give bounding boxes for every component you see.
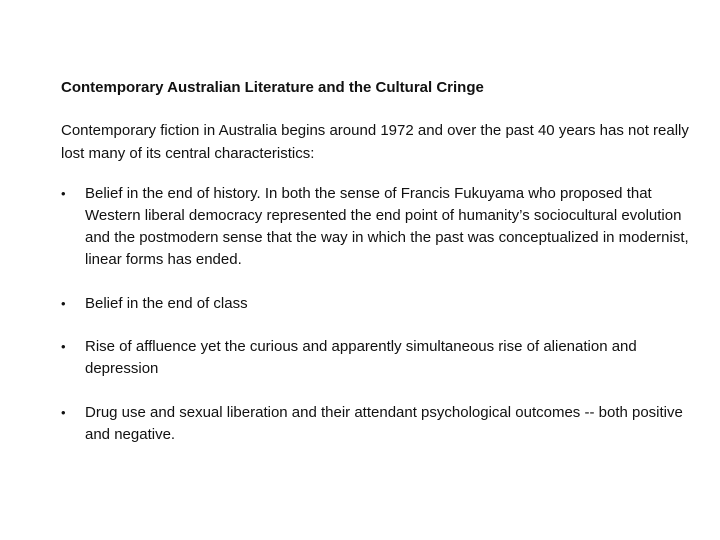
bullet-item-end-of-history <box>61 183 701 271</box>
bullet-text: Drug use and sexual liberation and their attendant psychological outcomes -- both positive and negative. <box>85 404 683 443</box>
bullet-item-end-of-class <box>61 293 701 315</box>
bullet-item-affluence <box>61 336 701 380</box>
slide-title: Contemporary Australian Literature and the Cultural Cringe <box>61 79 484 96</box>
bullet-icon: • <box>61 296 66 311</box>
bullet-icon: • <box>61 186 66 201</box>
bullet-list <box>61 183 701 468</box>
bullet-item-drug-use <box>61 402 701 446</box>
bullet-text: Belief in the end of history. In both the sense of Francis Fukuyama who proposed that Western liberal democracy represented the end point of humanity’s sociocultural evolution and the postmodern sense that the way in which the past was conceptualized in modernist, linear forms has ended. <box>85 185 689 268</box>
bullet-icon: • <box>61 405 66 420</box>
bullet-text: Belief in the end of class <box>85 295 248 312</box>
bullet-text: Rise of affluence yet the curious and apparently simultaneous rise of alienation and depression <box>85 338 637 377</box>
bullet-icon: • <box>61 339 66 354</box>
intro-paragraph: Contemporary fiction in Australia begins around 1972 and over the past 40 years has not really lost many of its central characteristics: <box>61 122 689 162</box>
